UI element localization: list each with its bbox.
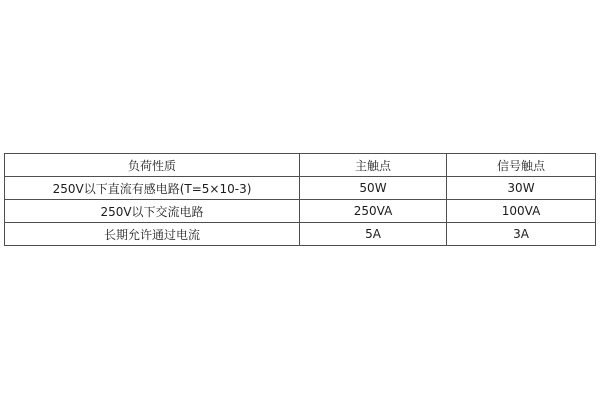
cell-continuous-current-label: 长期允许通过电流 bbox=[5, 223, 300, 246]
cell-dc-circuit-label: 250V以下直流有感电路(T=5×10-3) bbox=[5, 177, 300, 200]
table-row-continuous-current bbox=[5, 223, 596, 246]
cell-dc-main-rating: 50W bbox=[300, 177, 447, 200]
cell-continuous-main-rating: 5A bbox=[300, 223, 447, 246]
header-load-nature: 负荷性质 bbox=[5, 154, 300, 177]
table-header-row bbox=[5, 154, 596, 177]
cell-ac-signal-rating: 100VA bbox=[447, 200, 596, 223]
cell-ac-circuit-label: 250V以下交流电路 bbox=[5, 200, 300, 223]
cell-continuous-signal-rating: 3A bbox=[447, 223, 596, 246]
table-row-dc-circuit bbox=[5, 177, 596, 200]
header-main-contact: 主触点 bbox=[300, 154, 447, 177]
load-spec-table bbox=[4, 153, 596, 246]
table-row-ac-circuit bbox=[5, 200, 596, 223]
cell-ac-main-rating: 250VA bbox=[300, 200, 447, 223]
cell-dc-signal-rating: 30W bbox=[447, 177, 596, 200]
header-signal-contact: 信号触点 bbox=[447, 154, 596, 177]
